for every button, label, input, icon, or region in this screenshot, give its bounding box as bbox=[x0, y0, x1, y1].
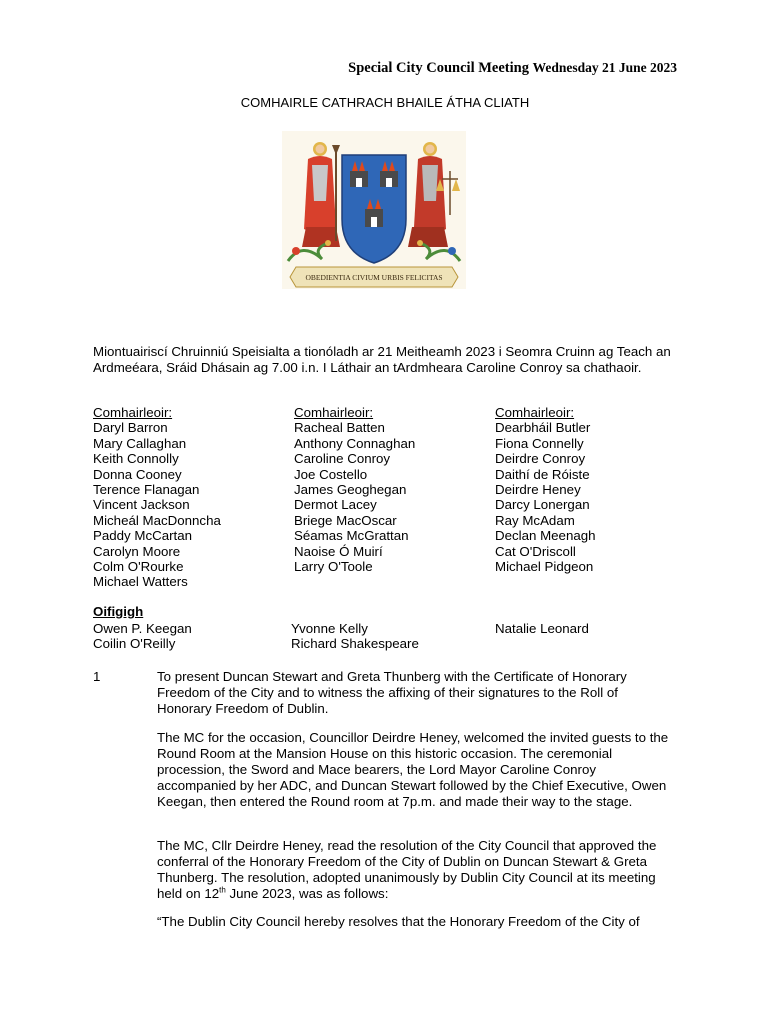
councillor-name: Briege MacOscar bbox=[294, 512, 397, 528]
councillor-name: Fiona Connelly bbox=[495, 435, 584, 451]
councillor-name: Micheál MacDonncha bbox=[93, 512, 221, 528]
councillor-name: Vincent Jackson bbox=[93, 497, 190, 513]
council-name: COMHAIRLE CATHRACH BHAILE ÁTHA CLIATH bbox=[240, 95, 530, 110]
councillor-name: Cat O'Driscoll bbox=[495, 543, 576, 559]
ordinal-suffix: th bbox=[219, 885, 226, 895]
councillor-name: Joe Costello bbox=[294, 466, 368, 482]
councillors-heading: Comhairleoir: bbox=[495, 405, 575, 420]
councillors-heading: Comhairleoir: bbox=[93, 405, 173, 420]
councillors-heading: Comhairleoir: bbox=[294, 405, 374, 420]
item-paragraph-procession: The MC for the occasion, Councillor Deirdre Heney, welcomed the invited guests to the Round Room at the Mansion House on this historic occasion. The ceremonial procession, the Sword and Mace bearers, the Lord Mayor Caroline Conroy accompanied by her ADC, and Duncan Stewart followed by the Chief Executive, Owen Keegan, then entered the Round room at 7p.m. and made their way to the stage. bbox=[157, 730, 669, 809]
officials-column-3 bbox=[495, 621, 589, 636]
councillor-name: Larry O'Toole bbox=[294, 559, 373, 575]
official-name: Coilin O'Reilly bbox=[93, 636, 176, 652]
councillor-name: Racheal Batten bbox=[294, 420, 385, 436]
councillor-name: Michael Watters bbox=[93, 574, 188, 590]
councillor-name: Daithí de Róiste bbox=[495, 466, 590, 482]
official-name: Owen P. Keegan bbox=[93, 621, 192, 636]
councillor-name: Michael Pidgeon bbox=[495, 559, 594, 575]
councillor-name: Séamas McGrattan bbox=[294, 528, 409, 544]
meeting-title: Special City Council Meeting bbox=[348, 60, 529, 76]
item-number: 1 bbox=[93, 669, 101, 684]
resolution-text: The MC, Cllr Deirdre Heney, read the resolution of the City Council that approved the conferral of the Honorary Freedom of the City of Dublin on Duncan Stewart & Greta Thunberg. The resolution, adopted unanimously by Dublin City Council at its meeting held on 12 bbox=[157, 838, 657, 901]
officials-heading: Oifigigh bbox=[93, 604, 144, 619]
councillor-name: Declan Meenagh bbox=[495, 528, 596, 544]
minutes-intro: Miontuairiscí Chruinniú Speisialta a tionóladh ar 21 Meitheamh 2023 i Seomra Cruinn ag Teach an Ardmeéara, Sráid Dhásain ag 7.00 i.n. I Láthair an tArdmheara Caroline Conroy sa chathaoir. bbox=[93, 344, 671, 375]
motto-text: OBEDIENTIA CIVIUM URBIS FELICITAS bbox=[305, 273, 443, 282]
councillors-column-2 bbox=[294, 405, 415, 574]
official-name: Yvonne Kelly bbox=[291, 621, 368, 636]
councillor-name: Mary Callaghan bbox=[93, 435, 187, 451]
councillor-name: Ray McAdam bbox=[495, 512, 575, 528]
official-name: Natalie Leonard bbox=[495, 621, 589, 636]
councillor-name: Carolyn Moore bbox=[93, 543, 181, 559]
councillor-name: Donna Cooney bbox=[93, 466, 182, 482]
councillor-name: Dearbháil Butler bbox=[495, 420, 591, 436]
item-paragraph-quote: “The Dublin City Council hereby resolves that the Honorary Freedom of the City of bbox=[157, 914, 640, 929]
councillor-name: Terence Flanagan bbox=[93, 482, 200, 498]
item-description: To present Duncan Stewart and Greta Thunberg with the Certificate of Honorary Freedom of the City and to witness the affixing of their signatures to the Roll of Honorary Freedom of Dublin. bbox=[157, 669, 627, 716]
meeting-date: Wednesday 21 June 2023 bbox=[532, 60, 677, 75]
councillor-name: Deirdre Conroy bbox=[495, 451, 586, 467]
councillors-column-3 bbox=[495, 405, 596, 574]
shield bbox=[342, 155, 406, 263]
councillor-name: Deirdre Heney bbox=[495, 482, 581, 498]
councillor-name: Colm O'Rourke bbox=[93, 559, 184, 575]
councillor-name: James Geoghegan bbox=[294, 482, 407, 498]
councillor-name: Daryl Barron bbox=[93, 420, 168, 436]
councillor-name: Anthony Connaghan bbox=[294, 435, 416, 451]
councillor-name: Darcy Lonergan bbox=[495, 497, 590, 513]
resolution-text-end: June 2023, was as follows: bbox=[225, 886, 389, 901]
officials-column-1 bbox=[93, 621, 192, 652]
official-name: Richard Shakespeare bbox=[291, 636, 419, 652]
councillor-name: Naoise Ó Muirí bbox=[294, 543, 383, 559]
councillor-name: Caroline Conroy bbox=[294, 451, 391, 467]
dublin-coat-of-arms bbox=[282, 131, 466, 289]
meeting-header bbox=[348, 60, 677, 77]
councillor-name: Dermot Lacey bbox=[294, 497, 377, 513]
motto-scroll bbox=[290, 267, 458, 287]
officials-column-2 bbox=[291, 621, 419, 652]
councillor-name: Keith Connolly bbox=[93, 451, 179, 467]
item-paragraph-resolution bbox=[157, 838, 675, 902]
councillors-column-1 bbox=[93, 405, 221, 590]
councillor-name: Paddy McCartan bbox=[93, 528, 193, 544]
